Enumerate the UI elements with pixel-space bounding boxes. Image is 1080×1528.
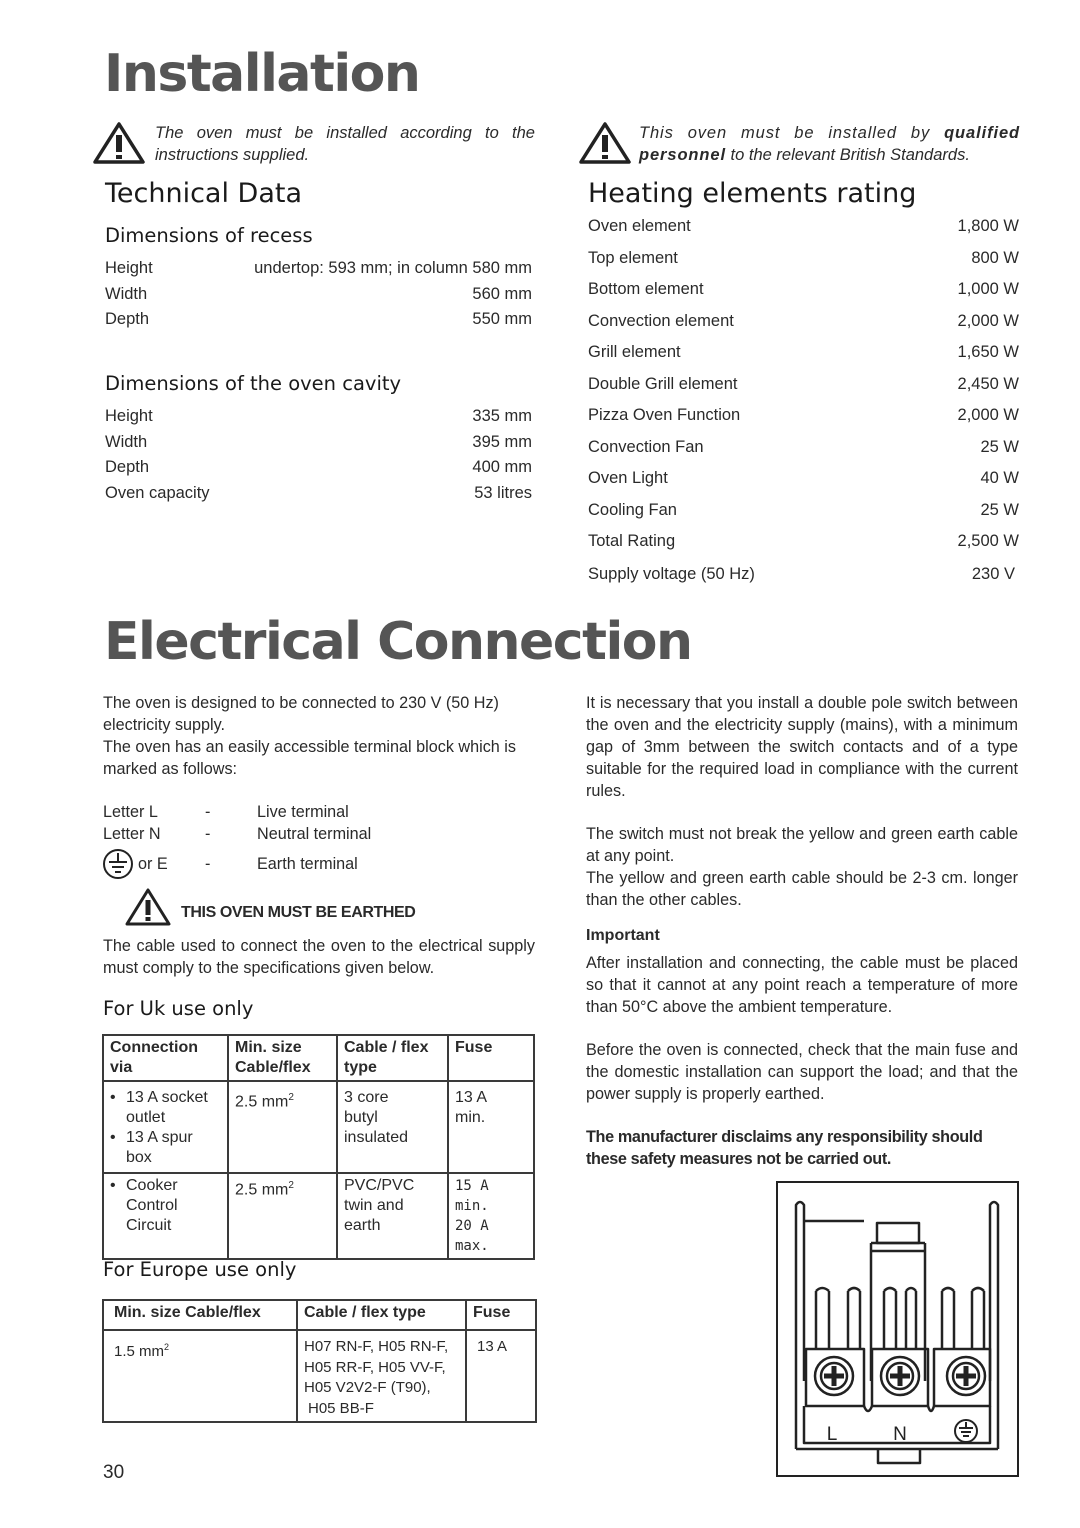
cavity-list [105, 408, 532, 501]
heating-title: Heating elements rating [588, 178, 917, 209]
heating-list [588, 218, 1019, 583]
earth-cable-paragraph [586, 823, 1018, 911]
cell-text: 1.5 mm [114, 1343, 165, 1360]
table-header-cell: Min. size Cable/flex [103, 1300, 297, 1330]
cell-text: H07 RN-F, H05 RN-F, [304, 1338, 449, 1355]
row-value: 2,000 W [957, 406, 1019, 424]
eu-title: For Europe use only [103, 1258, 297, 1281]
earth-warning-text: THIS OVEN MUST BE EARTHED [181, 904, 416, 921]
row-label: Convection element [588, 311, 734, 330]
terminal-letter: Letter N [103, 825, 161, 843]
recess-row [105, 286, 532, 303]
table-header-cell: Cable / flex type [337, 1035, 448, 1081]
page-number: 30 [103, 1462, 125, 1483]
cell-text: Cooker Control Circuit [126, 1177, 178, 1234]
table-header-cell: Fuse [466, 1300, 536, 1330]
row-label: Height [105, 259, 153, 277]
row-value: 2,450 W [957, 374, 1019, 393]
row-label: Bottom element [588, 280, 704, 298]
terminal-row-n [103, 823, 535, 845]
terminal-list [103, 801, 535, 845]
row-value: 550 mm [472, 310, 532, 328]
row-value: 560 mm [472, 284, 532, 303]
terminal-desc: Live terminal [257, 803, 349, 821]
heating-row [588, 439, 1019, 471]
table-header-cell: Connection via [103, 1035, 228, 1081]
cable-text: The cable used to connect the oven to the electrical supply must comply to the specifications given below. [103, 937, 535, 977]
table-cell [103, 1081, 228, 1173]
warning-qualified-text-c: to the relevant British Standards. [725, 146, 970, 164]
row-value: 1,650 W [957, 343, 1019, 361]
table-cell [103, 1173, 228, 1259]
heating-row [588, 218, 1019, 250]
table-header-cell: Cable / flex type [297, 1300, 466, 1330]
uk-cable-table [102, 1034, 535, 1260]
table-cell: 13 A [466, 1330, 536, 1422]
diagram-label-n: N [893, 1424, 907, 1445]
row-value: undertop: 593 mm; in column 580 mm [254, 259, 532, 277]
warning-qualified-text-a: This oven must be installed by [639, 124, 945, 142]
terminal-block-diagram [776, 1181, 1019, 1477]
important-text: After installation and connecting, the cable must be placed so that it cannot at any point reach a temperature of more than 50°C above the ambient temperature. [586, 954, 1018, 1016]
cavity-row [105, 434, 532, 451]
cell-text: H05 BB-F [308, 1399, 374, 1417]
table-header-cell: Min. size Cable/flex [228, 1035, 337, 1081]
warning-icon [578, 121, 632, 165]
row-value: 53 litres [474, 483, 532, 502]
heating-row [588, 470, 1019, 502]
row-value: 1,000 W [957, 280, 1019, 298]
row-label: Depth [105, 458, 150, 476]
terminal-desc: Neutral terminal [257, 825, 372, 843]
table-cell [228, 1173, 337, 1259]
table-row [103, 1330, 536, 1422]
recess-row [105, 311, 532, 328]
eu-cable-table [102, 1299, 537, 1423]
row-label: Total Rating [588, 532, 676, 550]
heating-row [588, 407, 1019, 439]
row-label: Convection Fan [588, 437, 704, 456]
row-label: Double Grill element [588, 374, 738, 393]
table-header-row [103, 1300, 536, 1330]
cell-superscript: 2 [288, 1180, 294, 1191]
warning-qualified-emphasis: qualified personnel [639, 124, 1020, 164]
recess-list [105, 260, 532, 328]
heating-row [588, 250, 1019, 282]
heating-row [588, 344, 1019, 376]
row-label: Oven element [588, 217, 691, 235]
fuse-check-paragraph: Before the oven is connected, check that the main fuse and the domestic installation can support the load; and that the power supply is properly earthed. [586, 1041, 1018, 1103]
terminal-letter: Letter L [103, 803, 158, 821]
cavity-row [105, 408, 532, 425]
important-title: Important [586, 927, 660, 944]
terminal-dash: - [205, 803, 211, 821]
cavity-title: Dimensions of the oven cavity [105, 372, 402, 395]
intro-paragraph-2: The oven has an easily accessible terminal block which is marked as follows: [103, 738, 516, 778]
table-cell: 13 A min. [448, 1081, 534, 1173]
intro-paragraph-1: The oven is designed to be connected to 230 V (50 Hz) electricity supply. [103, 694, 499, 734]
terminal-desc: Earth terminal [257, 855, 358, 873]
row-value: 335 mm [472, 407, 532, 425]
bullet-item: • Cooker Control Circuit [110, 1176, 221, 1236]
disclaimer-text: The manufacturer disclaims any responsibility should these safety measures not be carried out. [586, 1128, 983, 1168]
row-value: 2,500 W [957, 532, 1019, 550]
bullet-item: • 13 A spur box [110, 1128, 221, 1168]
table-cell: PVC/PVC twin and earth [337, 1173, 448, 1259]
row-label: Oven capacity [105, 483, 210, 502]
cell-text: H05 RR-F, H05 VV-F, [304, 1358, 446, 1376]
row-label: Oven Light [588, 469, 668, 487]
warning-qualified-text [639, 122, 1020, 166]
row-label: Supply voltage (50 Hz) [588, 565, 755, 583]
earth-cable-text-1: The switch must not break the yellow and green earth cable at any point. [586, 825, 1018, 865]
table-cell: 3 core butyl insulated [337, 1081, 448, 1173]
terminal-dash: - [205, 855, 211, 873]
heating-row [588, 376, 1019, 408]
bullet-item: • 13 A socket outlet [110, 1088, 221, 1128]
row-label: Top element [588, 248, 678, 267]
recess-row [105, 260, 532, 277]
cavity-row [105, 485, 532, 502]
row-label: Height [105, 407, 153, 425]
row-value: 40 W [980, 469, 1019, 487]
row-value: 1,800 W [957, 217, 1019, 235]
table-cell [103, 1330, 297, 1422]
table-row [103, 1081, 534, 1173]
cell-superscript: 2 [164, 1342, 170, 1352]
heating-row [588, 533, 1019, 566]
table-cell [297, 1330, 466, 1422]
cell-text: H05 V2V2-F (T90), [304, 1379, 431, 1396]
table-row [103, 1173, 534, 1259]
terminal-row-e [103, 853, 535, 875]
uk-title: For Uk use only [103, 997, 254, 1020]
cavity-row [105, 459, 532, 476]
row-label: Width [105, 284, 148, 303]
row-label: Width [105, 432, 148, 451]
terminal-row-l [103, 801, 535, 823]
table-header-row [103, 1035, 534, 1081]
intro-text [103, 692, 535, 780]
heating-row [588, 313, 1019, 345]
row-value: 800 W [971, 248, 1019, 267]
heating-row [588, 281, 1019, 313]
row-value: 230 V [971, 565, 1015, 583]
cell-text: 20 A max. [455, 1218, 489, 1254]
electrical-title: Electrical Connection [104, 612, 692, 672]
row-value: 25 W [980, 437, 1019, 456]
diagram-label-l: L [826, 1424, 838, 1445]
heating-row [588, 502, 1019, 534]
cell-superscript: 2 [288, 1092, 294, 1103]
row-value: 25 W [980, 500, 1019, 519]
recess-title: Dimensions of recess [105, 224, 313, 247]
table-cell [448, 1173, 534, 1259]
cell-text: 13 A socket outlet [126, 1089, 208, 1126]
row-value: 395 mm [472, 432, 532, 451]
row-label: Grill element [588, 343, 681, 361]
row-label: Cooling Fan [588, 500, 677, 519]
row-label: Depth [105, 310, 150, 328]
cell-text: 2.5 mm [235, 1181, 289, 1199]
cell-text: 2.5 mm [235, 1093, 289, 1111]
terminal-letter: or E [138, 855, 168, 873]
cell-text: 15 A min. [455, 1178, 489, 1214]
row-value: 2,000 W [957, 311, 1019, 330]
row-value: 400 mm [472, 458, 532, 476]
heating-row [588, 566, 1019, 583]
row-label: Pizza Oven Function [588, 406, 741, 424]
installation-title: Installation [104, 44, 420, 104]
warning-installation-text: The oven must be installed according to the instructions supplied. [155, 124, 535, 164]
earth-cable-text-2: The yellow and green earth cable should be 2-3 cm. longer than the other cables. [586, 869, 1018, 909]
warning-icon [92, 121, 146, 165]
technical-data-title: Technical Data [105, 178, 303, 209]
switch-paragraph: It is necessary that you install a double pole switch between the oven and the electricity supply (mains), with a minimum gap of 3mm between the switch contacts and of a type suitable for the required load in compliance with the current rules. [586, 694, 1018, 800]
table-header-cell: Fuse [448, 1035, 534, 1081]
terminal-dash: - [205, 825, 211, 843]
warning-icon [124, 887, 172, 927]
cell-text: 13 A spur box [126, 1129, 193, 1166]
table-cell [228, 1081, 337, 1173]
